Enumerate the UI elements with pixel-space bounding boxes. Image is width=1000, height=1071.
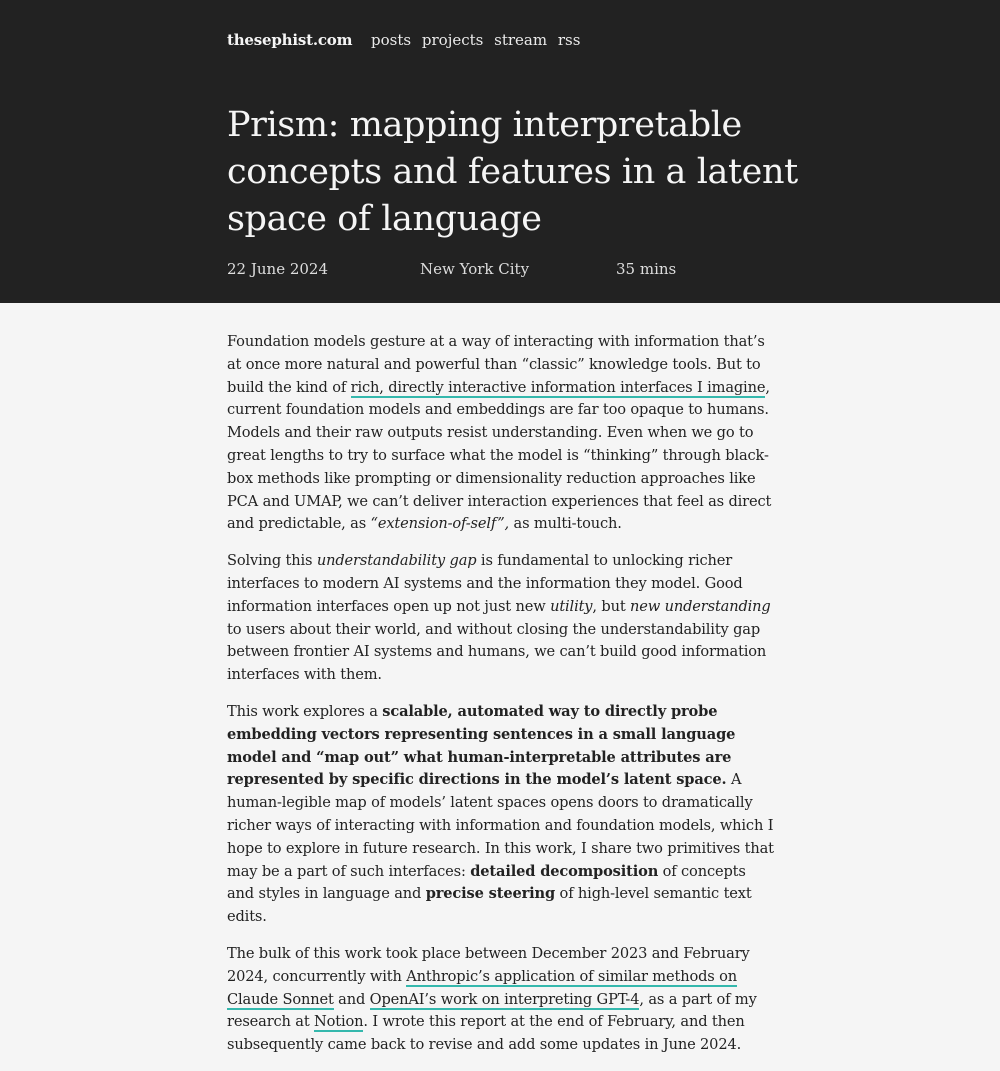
nav-link-rss[interactable]: rss bbox=[557, 31, 581, 49]
post-title: Prism: mapping interpretable concepts and features in a latent space of language bbox=[227, 105, 798, 239]
text-run: is fundamental to unlocking richer interfaces to modern AI systems and the information they model. Good information interfaces open up not just new bbox=[227, 552, 743, 615]
emphasis-text: utility bbox=[550, 597, 593, 615]
post-read-time: 35 mins bbox=[616, 260, 677, 278]
bold-text: precise steering bbox=[425, 885, 556, 903]
link-anthropic-claude-sonnet[interactable]: Anthropic’s application of similar methods on Claude Sonnet bbox=[227, 967, 737, 1008]
page-header bbox=[0, 0, 1000, 303]
text-run: . I wrote this report at the end of February, and then subsequently came back to revise and add some updates in June 2024. bbox=[227, 1013, 745, 1054]
text-run: , but bbox=[592, 597, 631, 615]
text-run: to users about their world, and without closing the understandability gap between frontier AI systems and humans, we can’t build good information interfaces with them. bbox=[227, 620, 767, 684]
bold-text: scalable, automated way to directly probe embedding vectors representing sentences in a small language model and “map out” what human-interpretable attributes are represented by specific directions in the model’s latent space. bbox=[227, 702, 736, 789]
nav-link-posts[interactable]: posts bbox=[371, 31, 412, 49]
bold-text: detailed decomposition bbox=[470, 862, 659, 880]
emphasis-text: new understanding bbox=[630, 597, 771, 615]
link-notion[interactable]: Notion bbox=[314, 1013, 364, 1031]
paragraph-intro bbox=[227, 331, 775, 536]
paragraph-work-explores bbox=[227, 701, 775, 929]
text-run: A human-legible map of models’ latent spaces opens doors to dramatically richer ways of interacting with information and foundation models, which I hope to explore in future research. In this work, I share two primitives that may be a part of such interfaces: bbox=[227, 771, 774, 880]
nav-link-stream[interactable]: stream bbox=[494, 31, 548, 49]
text-run: of concepts and styles in language and bbox=[227, 862, 746, 903]
link-openai-gpt4[interactable]: OpenAI’s work on interpreting GPT-4 bbox=[369, 990, 640, 1008]
text-run: , current foundation models and embeddings are far too opaque to humans. Models and their raw outputs resist understanding. Even when we go to great lengths to try to surface what the model is “thinking” through black-box methods like prompting or dimensionality reduction approaches like PCA and UMAP, we can’t deliver interaction experiences that feel as direct and predictable, as bbox=[227, 378, 772, 533]
text-run: Solving this bbox=[227, 552, 317, 570]
post-location: New York City bbox=[420, 260, 530, 278]
text-run: The bulk of this work took place between December 2023 and February 2024, concurrently with bbox=[227, 944, 750, 985]
text-run: , as a part of my research at bbox=[227, 990, 757, 1031]
article-body bbox=[227, 331, 775, 1071]
text-run: as multi-touch. bbox=[509, 515, 622, 533]
post-date: 22 June 2024 bbox=[227, 260, 329, 278]
top-nav bbox=[227, 29, 586, 51]
emphasis-text: “extension-of-self”, bbox=[370, 515, 510, 533]
text-run: Foundation models gesture at a way of interacting with information that’s at once more natural and powerful than “classic” knowledge tools. But to build the kind of bbox=[227, 333, 765, 396]
text-run: This work explores a bbox=[227, 702, 383, 720]
link-information-interfaces[interactable]: rich, directly interactive information interfaces I imagine bbox=[350, 378, 766, 396]
text-run: of high-level semantic text edits. bbox=[227, 885, 752, 926]
paragraph-understandability-gap bbox=[227, 550, 775, 687]
site-home-link[interactable]: thesephist.com bbox=[227, 31, 353, 49]
text-run: and bbox=[333, 990, 370, 1008]
emphasis-text: understandability gap bbox=[316, 552, 477, 570]
nav-link-projects[interactable]: projects bbox=[421, 31, 484, 49]
